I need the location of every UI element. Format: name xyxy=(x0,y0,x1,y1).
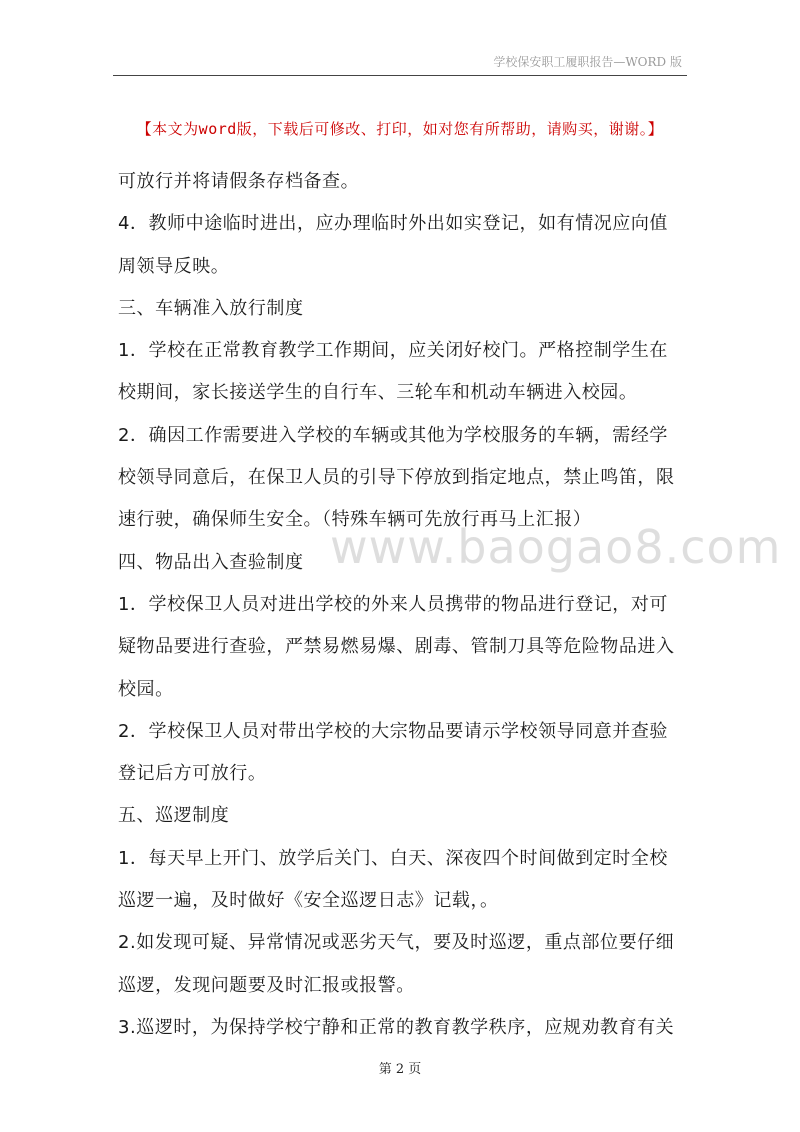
header-divider xyxy=(113,75,687,76)
text-line: 1．学校在正常教育教学工作期间，应关闭好校门。严格控制学生在 xyxy=(118,340,668,362)
text-line: 巡逻一遍，及时做好《安全巡逻日志》记载，。 xyxy=(118,890,499,912)
text-line: 4．教师中途临时进出，应办理临时外出如实登记，如有情况应向值 xyxy=(118,213,668,235)
text-line: 疑物品要进行查验，严禁易燃易爆、剧毒、管制刀具等危险物品进入 xyxy=(118,636,675,658)
text-line: 3.巡逻时，为保持学校宁静和正常的教育教学秩序，应规劝教育有关 xyxy=(118,1016,675,1038)
section-heading: 三、车辆准入放行制度 xyxy=(118,297,304,319)
text-line: 巡逻，发现问题要及时汇报或报警。 xyxy=(118,974,415,996)
section-heading: 四、物品出入查验制度 xyxy=(118,551,304,573)
text-line: 校园。 xyxy=(118,678,174,700)
text-line: 1．每天早上开门、放学后关门、白天、深夜四个时间做到定时全校 xyxy=(118,847,668,869)
text-line: 2．确因工作需要进入学校的车辆或其他为学校服务的车辆，需经学 xyxy=(118,424,668,446)
text-line: 校期间，家长接送学生的自行车、三轮车和机动车辆进入校园。 xyxy=(118,382,638,404)
text-line: 速行驶，确保师生安全。（特殊车辆可先放行再马上汇报） xyxy=(118,509,592,531)
text-line: 周领导反映。 xyxy=(118,255,230,277)
running-header: 学校保安职工履职报告—WORD 版 xyxy=(493,55,682,69)
page-number: 第 2 页 xyxy=(378,1062,422,1077)
text-line: 校领导同意后，在保卫人员的引导下停放到指定地点，禁止鸣笛，限 xyxy=(118,467,675,489)
text-line: 可放行并将请假条存档备查。 xyxy=(118,171,360,192)
download-notice: 【本文为word版，下载后可修改、打印，如对您有所帮助，请购买，谢谢。】 xyxy=(136,120,664,138)
text-line: 1．学校保卫人员对进出学校的外来人员携带的物品进行登记，对可 xyxy=(118,593,668,615)
section-heading: 五、巡逻制度 xyxy=(118,805,230,827)
text-line: 2.如发现可疑、异常情况或恶劣天气，要及时巡逻，重点部位要仔细 xyxy=(118,932,675,954)
document-body xyxy=(118,161,686,1049)
text-line: 登记后方可放行。 xyxy=(118,763,267,785)
text-line: 2．学校保卫人员对带出学校的大宗物品要请示学校领导同意并查验 xyxy=(118,720,668,742)
watermark: www.baogao8.com xyxy=(330,520,782,574)
